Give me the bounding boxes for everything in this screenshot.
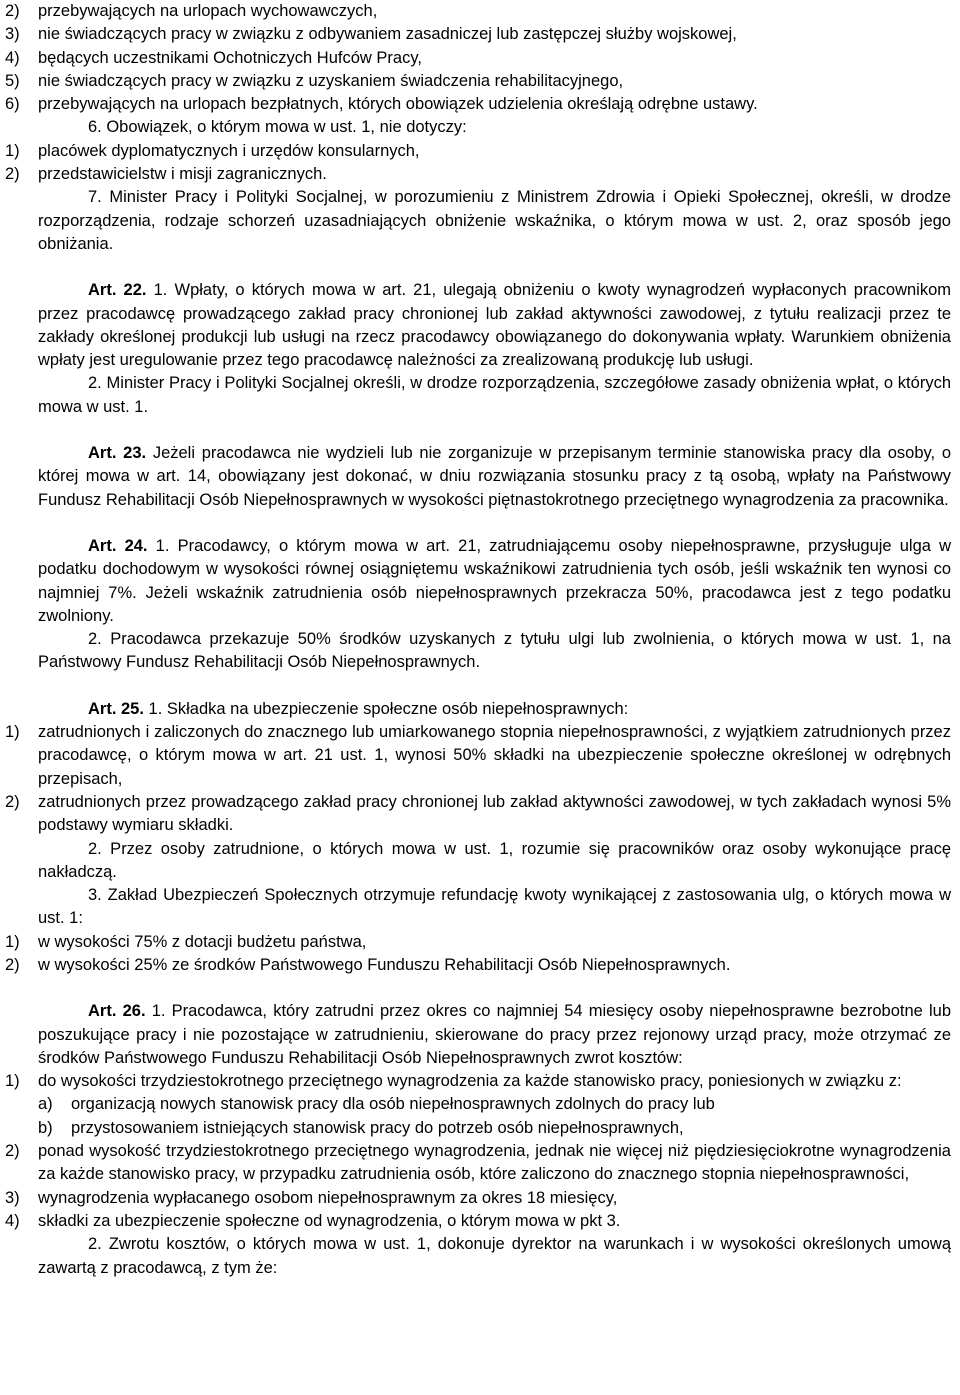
article-text: 1. Składka na ubezpieczenie społeczne osób niepełnosprawnych: xyxy=(148,699,629,718)
list-marker: 2) xyxy=(5,2,20,20)
list-text: ponad wysokość trzydziestokrotnego przeciętnego wynagrodzenia, jednak nie więcej niż piędziesięciokrotne wynagrodzenia za każde stanowisko pracy, w przypadku zatrudnienia osób, które zaliczono do znacznego stopnia niepełnosprawności, xyxy=(38,1142,951,1184)
article-26-ust-1 xyxy=(5,1000,951,1070)
article-24-ust-1 xyxy=(5,535,951,628)
list-text: będących uczestnikami Ochotniczych Hufców Pracy, xyxy=(38,48,422,67)
list-item xyxy=(5,47,955,70)
list-marker: 1) xyxy=(5,1072,20,1091)
list-text: do wysokości trzydziestokrotnego przeciętnego wynagrodzenia za każde stanowisko pracy, poniesionych w związku z: xyxy=(38,1072,902,1091)
document-page xyxy=(5,0,955,1280)
article-label: Art. 26. xyxy=(88,1002,146,1021)
list-marker: a) xyxy=(38,1095,53,1114)
list-item xyxy=(5,1070,955,1093)
list-text: wynagrodzenia wypłacanego osobom niepełnosprawnym za okres 18 miesięcy, xyxy=(38,1188,618,1207)
list-marker: 3) xyxy=(5,25,20,44)
list-item xyxy=(5,23,955,46)
list-marker: 1) xyxy=(5,932,20,951)
list-item xyxy=(5,93,955,116)
list-marker: 4) xyxy=(5,1211,20,1230)
list-marker: 2) xyxy=(5,165,20,184)
list-text: składki za ubezpieczenie społeczne od wynagrodzenia, o którym mowa w pkt 3. xyxy=(38,1211,621,1230)
list-marker: b) xyxy=(38,1118,53,1137)
list-text: w wysokości 75% z dotacji budżetu państwa, xyxy=(38,932,367,951)
article-25-ust-3: 3. Zakład Ubezpieczeń Społecznych otrzymuje refundację kwoty wynikającej z zastosowania ulg, o których mowa w ust. 1: xyxy=(38,886,951,928)
list-text: przebywających na urlopach wychowawczych, xyxy=(38,2,378,20)
list-item xyxy=(5,163,955,186)
article-22-ust-1 xyxy=(5,279,951,372)
list-text: organizacją nowych stanowisk pracy dla osób niepełnosprawnych zdolnych do pracy lub xyxy=(71,1095,715,1114)
list-text: przystosowaniem istniejących stanowisk pracy do potrzeb osób niepełnosprawnych, xyxy=(71,1118,684,1137)
list-text: zatrudnionych przez prowadzącego zakład pracy chronionej lub zakład aktywności zawodowej, w tych zakładach wynosi 5% podstawy wymiaru składki. xyxy=(38,792,951,835)
sub-list-item xyxy=(5,1117,955,1140)
article-label: Art. 24. xyxy=(88,536,148,555)
article-25-ust-1 xyxy=(5,698,951,721)
list-marker: 6) xyxy=(5,95,20,114)
article-text: 1. Pracodawcy, o którym mowa w art. 21, zatrudniającemu osoby niepełnosprawne, przysługuje ulga w podatku dochodowym w wysokości równej osiągniętemu wskaźnikowi zatrudnienia tych osób, jeśli wskaźnik ten wynosi co najmniej 7%. Jeżeli wskaźnik zatrudnienia osób niepełnosprawnych przekracza 50%, pracodawca jest z tego podatku zwolniony. xyxy=(38,536,952,625)
list-marker: 5) xyxy=(5,71,20,90)
article-label: Art. 25. xyxy=(88,699,144,718)
sub-list-item xyxy=(5,1093,955,1116)
article-22-ust-2: 2. Minister Pracy i Polityki Socjalnej określi, w drodze rozporządzenia, szczegółowe zasady obniżenia wpłat, o których mowa w ust. 1. xyxy=(38,374,951,416)
list-text: nie świadczących pracy w związku z uzyskaniem świadczenia rehabilitacyjnego, xyxy=(38,71,624,90)
article-text: 1. Wpłaty, o których mowa w art. 21, ulegają obniżeniu o kwoty wynagrodzeń wypłaconych pracownikom przez pracodawcę prowadzącego zakład pracy chronionej lub zakład aktywności zawodowej, z tytułu realizacji przez te zakłady określonej produkcji lub usługi na rzecz pracodawcy obowiązanego do dokonywania wpłaty. Warunkiem obniżenia wpłaty jest uregulowanie przez tego pracodawcę należności za zrealizowaną produkcję lub usługi. xyxy=(38,281,952,370)
paragraph-ust-7: 7. Minister Pracy i Polityki Socjalnej, w porozumieniu z Ministrem Zdrowia i Opieki Społecznej, określi, w drodze rozporządzenia, rodzaje schorzeń uzasadniających obniżenie wskaźnika, o którym mowa w ust. 2, oraz sposób jego obniżania. xyxy=(38,188,951,253)
list-text: przebywających na urlopach bezpłatnych, których obowiązek udzielenia określają odrębne ustawy. xyxy=(38,95,758,114)
list-text: placówek dyplomatycznych i urzędów konsularnych, xyxy=(38,141,420,160)
article-24-ust-2: 2. Pracodawca przekazuje 50% środków uzyskanych z tytułu ulgi lub zwolnienia, o których mowa w ust. 1, na Państwowy Fundusz Rehabilitacji Osób Niepełnosprawnych. xyxy=(38,630,951,672)
article-label: Art. 23. xyxy=(88,444,147,463)
list-marker: 1) xyxy=(5,723,20,742)
list-text: nie świadczących pracy w związku z odbywaniem zasadniczej lub zastępczej służby wojskowej, xyxy=(38,25,737,44)
list-text: przedstawicielstw i misji zagranicznych. xyxy=(38,165,327,184)
list-item xyxy=(5,1140,955,1187)
list-item xyxy=(5,931,955,954)
list-marker: 3) xyxy=(5,1188,20,1207)
list-item xyxy=(5,70,955,93)
list-item xyxy=(5,721,955,791)
article-text: 1. Pracodawca, który zatrudni przez okres co najmniej 54 miesięcy osoby niepełnosprawne bezrobotne lub poszukujące pracy i nie pozostające w zatrudnieniu, skierowane do pracy przez rejonowy urząd pracy, może otrzymać ze środków Państwowego Funduszu Rehabilitacji Osób Niepełnosprawnych zwrot kosztów: xyxy=(38,1002,951,1067)
list-item xyxy=(5,791,955,838)
article-23 xyxy=(5,442,951,512)
paragraph-ust-6: 6. Obowiązek, o którym mowa w ust. 1, nie dotyczy: xyxy=(88,118,467,137)
article-label: Art. 22. xyxy=(88,281,147,300)
list-marker: 2) xyxy=(5,792,20,811)
list-marker: 2) xyxy=(5,1142,20,1161)
list-item xyxy=(5,140,955,163)
list-item xyxy=(5,0,955,23)
list-marker: 4) xyxy=(5,48,20,67)
list-item xyxy=(5,1187,955,1210)
article-25-ust-2: 2. Przez osoby zatrudnione, o których mowa w ust. 1, rozumie się pracowników oraz osoby wykonujące pracę nakładczą. xyxy=(38,839,951,881)
article-26-ust-2: 2. Zwrotu kosztów, o których mowa w ust. 1, dokonuje dyrektor na warunkach i w wysokości określonych umową zawartą z pracodawcą, z tym że: xyxy=(38,1235,951,1277)
article-text: Jeżeli pracodawca nie wydzieli lub nie zorganizuje w przepisanym terminie stanowiska pracy dla osoby, o której mowa w art. 14, obowiązany jest dokonać, w dniu rozwiązania stosunku pracy z tą osobą, wpłaty na Państwowy Fundusz Rehabilitacji Osób Niepełnosprawnych w wysokości piętnastokrotnego przeciętnego wynagrodzenia za pracownika. xyxy=(38,444,952,509)
list-text: zatrudnionych i zaliczonych do znacznego lub umiarkowanego stopnia niepełnosprawności, z wyjątkiem zatrudnionych przez pracodawcę, o którym mowa w art. 21 ust. 1, wynosi 50% składki na ubezpieczenie społeczne określonej w odrębnych przepisach, xyxy=(38,723,951,788)
list-marker: 2) xyxy=(5,955,20,974)
list-marker: 1) xyxy=(5,141,20,160)
list-item xyxy=(5,954,955,977)
list-item xyxy=(5,1210,955,1233)
list-text: w wysokości 25% ze środków Państwowego Funduszu Rehabilitacji Osób Niepełnosprawnych. xyxy=(38,955,731,974)
